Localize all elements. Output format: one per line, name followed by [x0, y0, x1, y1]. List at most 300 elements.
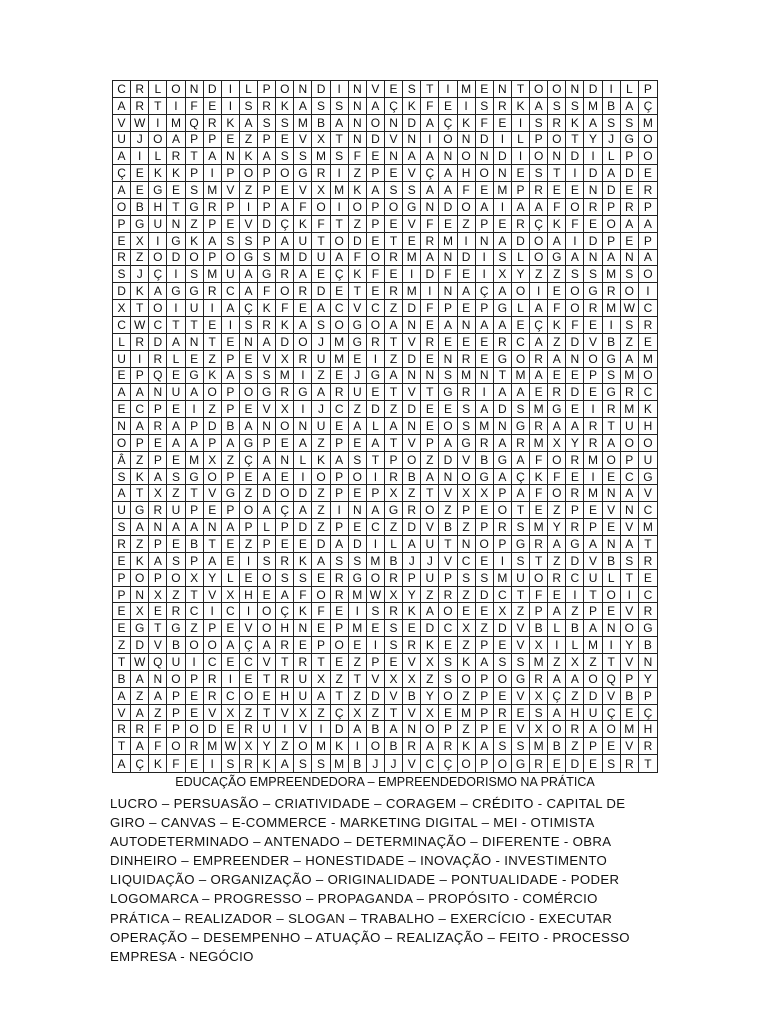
grid-cell: A: [222, 368, 240, 385]
grid-cell: J: [312, 334, 330, 351]
grid-cell: D: [494, 148, 512, 165]
grid-cell: S: [621, 115, 639, 132]
grid-cell: R: [240, 721, 258, 738]
grid-cell: I: [439, 81, 457, 98]
grid-cell: E: [349, 435, 367, 452]
grid-cell: O: [222, 250, 240, 267]
grid-cell: Y: [403, 587, 421, 604]
grid-cell: Z: [566, 688, 584, 705]
grid-cell: A: [131, 738, 149, 755]
grid-cell: X: [548, 435, 566, 452]
grid-cell: I: [240, 199, 258, 216]
grid-cell: R: [204, 688, 222, 705]
grid-cell: N: [385, 115, 403, 132]
grid-cell: Ç: [276, 603, 294, 620]
grid-cell: E: [113, 368, 131, 385]
grid-cell: I: [403, 266, 421, 283]
grid-cell: V: [113, 115, 131, 132]
grid-cell: T: [584, 587, 602, 604]
grid-cell: O: [276, 485, 294, 502]
grid-cell: D: [566, 148, 584, 165]
grid-cell: A: [603, 250, 621, 267]
grid-cell: X: [403, 671, 421, 688]
grid-cell: A: [512, 199, 530, 216]
grid-cell: R: [276, 266, 294, 283]
grid-cell: P: [204, 435, 222, 452]
grid-cell: Y: [639, 671, 657, 688]
grid-cell: E: [204, 317, 222, 334]
grid-cell: O: [349, 199, 367, 216]
grid-cell: E: [639, 165, 657, 182]
grid-cell: R: [494, 334, 512, 351]
grid-cell: K: [167, 165, 185, 182]
grid-cell: B: [312, 115, 330, 132]
grid-cell: G: [603, 384, 621, 401]
grid-cell: I: [458, 233, 476, 250]
grid-cell: R: [276, 637, 294, 654]
grid-cell: K: [149, 165, 167, 182]
grid-cell: Y: [584, 132, 602, 149]
grid-cell: M: [331, 182, 349, 199]
grid-cell: N: [204, 519, 222, 536]
grid-cell: E: [222, 132, 240, 149]
grid-cell: E: [294, 637, 312, 654]
grid-cell: S: [349, 553, 367, 570]
grid-cell: T: [566, 132, 584, 149]
grid-cell: O: [312, 587, 330, 604]
grid-cell: R: [530, 536, 548, 553]
grid-cell: Z: [240, 182, 258, 199]
grid-cell: E: [113, 553, 131, 570]
grid-cell: U: [149, 216, 167, 233]
grid-cell: Z: [312, 502, 330, 519]
grid-cell: A: [149, 553, 167, 570]
grid-cell: V: [403, 755, 421, 772]
grid-cell: B: [403, 688, 421, 705]
grid-cell: O: [349, 469, 367, 486]
grid-cell: O: [458, 199, 476, 216]
grid-cell: C: [621, 469, 639, 486]
grid-cell: E: [548, 283, 566, 300]
grid-cell: T: [167, 317, 185, 334]
grid-cell: O: [367, 115, 385, 132]
grid-cell: A: [458, 283, 476, 300]
grid-cell: N: [458, 132, 476, 149]
grid-cell: D: [421, 620, 439, 637]
grid-cell: E: [349, 519, 367, 536]
grid-cell: M: [204, 738, 222, 755]
grid-cell: Q: [149, 368, 167, 385]
grid-cell: P: [312, 637, 330, 654]
grid-cell: F: [294, 587, 312, 604]
grid-cell: T: [530, 553, 548, 570]
grid-cell: E: [439, 705, 457, 722]
grid-cell: G: [512, 536, 530, 553]
grid-cell: P: [258, 536, 276, 553]
grid-cell: E: [476, 603, 494, 620]
grid-cell: G: [367, 368, 385, 385]
grid-cell: O: [167, 671, 185, 688]
grid-cell: U: [113, 132, 131, 149]
grid-cell: E: [584, 755, 602, 772]
grid-cell: A: [439, 182, 457, 199]
grid-cell: D: [403, 519, 421, 536]
grid-cell: P: [331, 620, 349, 637]
grid-cell: N: [621, 250, 639, 267]
grid-cell: I: [349, 603, 367, 620]
grid-cell: O: [421, 502, 439, 519]
grid-cell: V: [385, 688, 403, 705]
grid-cell: G: [167, 283, 185, 300]
grid-cell: C: [439, 620, 457, 637]
grid-cell: N: [403, 317, 421, 334]
grid-cell: P: [512, 182, 530, 199]
grid-cell: L: [258, 519, 276, 536]
grid-cell: N: [639, 654, 657, 671]
grid-cell: G: [494, 300, 512, 317]
grid-cell: U: [294, 688, 312, 705]
grid-cell: T: [385, 384, 403, 401]
grid-cell: I: [186, 654, 204, 671]
grid-cell: O: [204, 469, 222, 486]
grid-cell: E: [548, 587, 566, 604]
grid-cell: R: [530, 418, 548, 435]
grid-cell: I: [512, 115, 530, 132]
grid-cell: Z: [458, 721, 476, 738]
grid-cell: R: [439, 738, 457, 755]
grid-cell: Z: [403, 485, 421, 502]
grid-cell: F: [186, 98, 204, 115]
grid-cell: L: [240, 81, 258, 98]
grid-cell: N: [621, 502, 639, 519]
grid-cell: P: [476, 671, 494, 688]
grid-cell: O: [621, 435, 639, 452]
grid-cell: E: [113, 401, 131, 418]
grid-cell: O: [276, 165, 294, 182]
grid-cell: P: [149, 536, 167, 553]
grid-cell: E: [584, 502, 602, 519]
grid-cell: O: [548, 81, 566, 98]
grid-cell: Z: [584, 654, 602, 671]
grid-cell: Y: [512, 266, 530, 283]
grid-cell: D: [258, 216, 276, 233]
grid-cell: M: [512, 368, 530, 385]
grid-cell: A: [476, 654, 494, 671]
grid-cell: A: [258, 334, 276, 351]
grid-cell: J: [421, 553, 439, 570]
grid-cell: A: [621, 351, 639, 368]
grid-cell: C: [494, 587, 512, 604]
grid-cell: C: [222, 283, 240, 300]
grid-cell: P: [367, 199, 385, 216]
grid-cell: K: [530, 469, 548, 486]
grid-cell: Z: [548, 502, 566, 519]
grid-cell: T: [186, 587, 204, 604]
grid-cell: J: [603, 132, 621, 149]
grid-cell: E: [458, 603, 476, 620]
grid-cell: O: [439, 603, 457, 620]
grid-cell: R: [276, 384, 294, 401]
grid-cell: A: [494, 435, 512, 452]
grid-cell: I: [222, 671, 240, 688]
grid-cell: E: [494, 637, 512, 654]
grid-cell: D: [476, 132, 494, 149]
grid-cell: O: [367, 570, 385, 587]
grid-cell: A: [222, 300, 240, 317]
grid-cell: D: [566, 553, 584, 570]
grid-cell: Z: [421, 671, 439, 688]
grid-cell: S: [167, 553, 185, 570]
grid-cell: Ç: [421, 165, 439, 182]
grid-cell: E: [240, 351, 258, 368]
grid-cell: P: [167, 721, 185, 738]
grid-cell: E: [331, 283, 349, 300]
grid-cell: X: [312, 182, 330, 199]
grid-cell: Q: [603, 671, 621, 688]
grid-cell: O: [439, 132, 457, 149]
grid-cell: R: [331, 587, 349, 604]
grid-cell: Z: [204, 351, 222, 368]
grid-cell: P: [276, 519, 294, 536]
grid-cell: N: [113, 418, 131, 435]
grid-cell: A: [331, 250, 349, 267]
grid-cell: V: [421, 519, 439, 536]
grid-cell: P: [258, 81, 276, 98]
grid-cell: P: [385, 452, 403, 469]
grid-cell: O: [584, 351, 602, 368]
grid-cell: R: [149, 351, 167, 368]
grid-cell: B: [131, 199, 149, 216]
grid-cell: R: [167, 148, 185, 165]
word-list-line: GIRO – CANVAS – E-COMMERCE - MARKETING DIGITAL – MEI - OTIMISTA: [110, 815, 595, 831]
grid-cell: Z: [349, 216, 367, 233]
grid-cell: E: [167, 368, 185, 385]
grid-cell: A: [349, 721, 367, 738]
grid-cell: G: [294, 384, 312, 401]
grid-cell: P: [621, 671, 639, 688]
grid-cell: N: [421, 368, 439, 385]
grid-cell: B: [548, 738, 566, 755]
grid-cell: S: [385, 620, 403, 637]
grid-cell: R: [530, 351, 548, 368]
grid-cell: A: [367, 98, 385, 115]
grid-cell: T: [131, 485, 149, 502]
grid-cell: T: [258, 705, 276, 722]
grid-cell: P: [439, 570, 457, 587]
grid-cell: E: [476, 81, 494, 98]
grid-cell: A: [439, 435, 457, 452]
grid-cell: E: [294, 536, 312, 553]
grid-cell: D: [621, 165, 639, 182]
grid-cell: D: [584, 233, 602, 250]
grid-cell: U: [584, 570, 602, 587]
grid-cell: R: [204, 115, 222, 132]
grid-cell: Ç: [476, 283, 494, 300]
grid-cell: N: [476, 233, 494, 250]
grid-cell: I: [639, 283, 657, 300]
grid-cell: G: [603, 351, 621, 368]
grid-cell: E: [312, 570, 330, 587]
grid-cell: C: [113, 317, 131, 334]
grid-cell: P: [186, 132, 204, 149]
grid-cell: E: [276, 536, 294, 553]
grid-cell: P: [584, 368, 602, 385]
grid-cell: R: [131, 81, 149, 98]
puzzle-title: EDUCAÇÃO EMPREENDEDORA – EMPREENDEDORISMO NA PRÁTICA: [175, 775, 595, 789]
grid-cell: M: [186, 452, 204, 469]
grid-cell: G: [186, 199, 204, 216]
grid-cell: A: [131, 384, 149, 401]
grid-cell: P: [476, 300, 494, 317]
grid-cell: I: [294, 401, 312, 418]
grid-cell: P: [331, 519, 349, 536]
grid-cell: O: [149, 250, 167, 267]
grid-cell: M: [530, 654, 548, 671]
grid-cell: H: [149, 199, 167, 216]
grid-cell: M: [621, 401, 639, 418]
grid-cell: R: [458, 351, 476, 368]
grid-cell: E: [403, 233, 421, 250]
grid-cell: S: [621, 553, 639, 570]
grid-cell: V: [204, 485, 222, 502]
grid-cell: G: [548, 401, 566, 418]
grid-cell: M: [603, 266, 621, 283]
grid-cell: Z: [149, 705, 167, 722]
grid-cell: D: [439, 199, 457, 216]
grid-cell: V: [439, 485, 457, 502]
grid-cell: E: [421, 317, 439, 334]
grid-cell: I: [421, 132, 439, 149]
grid-cell: X: [349, 705, 367, 722]
grid-cell: G: [131, 620, 149, 637]
grid-cell: I: [548, 637, 566, 654]
grid-cell: E: [458, 334, 476, 351]
grid-cell: E: [167, 452, 185, 469]
grid-cell: G: [512, 671, 530, 688]
grid-cell: E: [331, 603, 349, 620]
grid-cell: S: [385, 182, 403, 199]
grid-cell: O: [131, 570, 149, 587]
grid-cell: C: [421, 755, 439, 772]
grid-cell: N: [385, 148, 403, 165]
grid-cell: B: [439, 519, 457, 536]
grid-cell: E: [584, 216, 602, 233]
grid-cell: A: [149, 688, 167, 705]
grid-cell: U: [621, 418, 639, 435]
grid-cell: T: [312, 654, 330, 671]
grid-cell: T: [548, 165, 566, 182]
grid-cell: F: [530, 452, 548, 469]
grid-cell: Z: [421, 452, 439, 469]
grid-cell: N: [439, 148, 457, 165]
grid-cell: D: [131, 637, 149, 654]
grid-cell: O: [294, 738, 312, 755]
grid-cell: P: [566, 502, 584, 519]
grid-cell: D: [276, 334, 294, 351]
grid-cell: A: [584, 721, 602, 738]
grid-cell: C: [639, 300, 657, 317]
grid-cell: E: [530, 502, 548, 519]
grid-cell: V: [367, 671, 385, 688]
grid-cell: I: [149, 233, 167, 250]
grid-cell: D: [349, 233, 367, 250]
grid-cell: A: [367, 435, 385, 452]
grid-cell: P: [476, 755, 494, 772]
grid-cell: Y: [548, 519, 566, 536]
grid-cell: B: [385, 553, 403, 570]
grid-cell: K: [403, 603, 421, 620]
grid-cell: S: [530, 165, 548, 182]
grid-cell: A: [403, 536, 421, 553]
grid-cell: N: [494, 418, 512, 435]
word-search-grid: [112, 80, 658, 773]
grid-cell: M: [167, 115, 185, 132]
grid-cell: V: [403, 384, 421, 401]
grid-cell: V: [385, 132, 403, 149]
grid-cell: A: [639, 250, 657, 267]
grid-cell: O: [458, 148, 476, 165]
grid-cell: P: [204, 216, 222, 233]
grid-cell: I: [167, 98, 185, 115]
grid-cell: Z: [312, 705, 330, 722]
grid-cell: C: [331, 300, 349, 317]
grid-cell: V: [403, 435, 421, 452]
grid-cell: P: [439, 721, 457, 738]
grid-cell: S: [530, 705, 548, 722]
grid-cell: E: [385, 216, 403, 233]
grid-cell: R: [584, 199, 602, 216]
grid-cell: Z: [476, 620, 494, 637]
grid-cell: E: [149, 435, 167, 452]
grid-cell: Ç: [603, 705, 621, 722]
grid-cell: O: [603, 587, 621, 604]
grid-cell: Z: [458, 688, 476, 705]
grid-cell: F: [458, 182, 476, 199]
grid-cell: S: [258, 250, 276, 267]
grid-cell: E: [403, 620, 421, 637]
grid-cell: T: [644, 756, 652, 771]
grid-cell: I: [584, 469, 602, 486]
grid-cell: K: [131, 553, 149, 570]
grid-cell: A: [439, 317, 457, 334]
grid-cell: L: [603, 148, 621, 165]
grid-cell: A: [258, 148, 276, 165]
grid-cell: S: [276, 148, 294, 165]
grid-cell: K: [294, 603, 312, 620]
grid-cell: T: [385, 233, 403, 250]
grid-cell: P: [186, 553, 204, 570]
grid-cell: E: [621, 705, 639, 722]
grid-cell: P: [476, 688, 494, 705]
grid-cell: A: [385, 418, 403, 435]
grid-cell: H: [240, 587, 258, 604]
grid-cell: O: [167, 738, 185, 755]
grid-cell: Ç: [240, 637, 258, 654]
grid-cell: A: [113, 148, 131, 165]
grid-cell: T: [439, 536, 457, 553]
grid-cell: E: [258, 688, 276, 705]
grid-cell: V: [294, 182, 312, 199]
grid-cell: E: [222, 721, 240, 738]
grid-cell: O: [367, 738, 385, 755]
grid-cell: J: [367, 755, 385, 772]
grid-cell: G: [240, 250, 258, 267]
grid-cell: X: [131, 233, 149, 250]
grid-cell: O: [204, 384, 222, 401]
grid-cell: A: [167, 132, 185, 149]
grid-cell: D: [367, 132, 385, 149]
grid-cell: S: [113, 266, 131, 283]
